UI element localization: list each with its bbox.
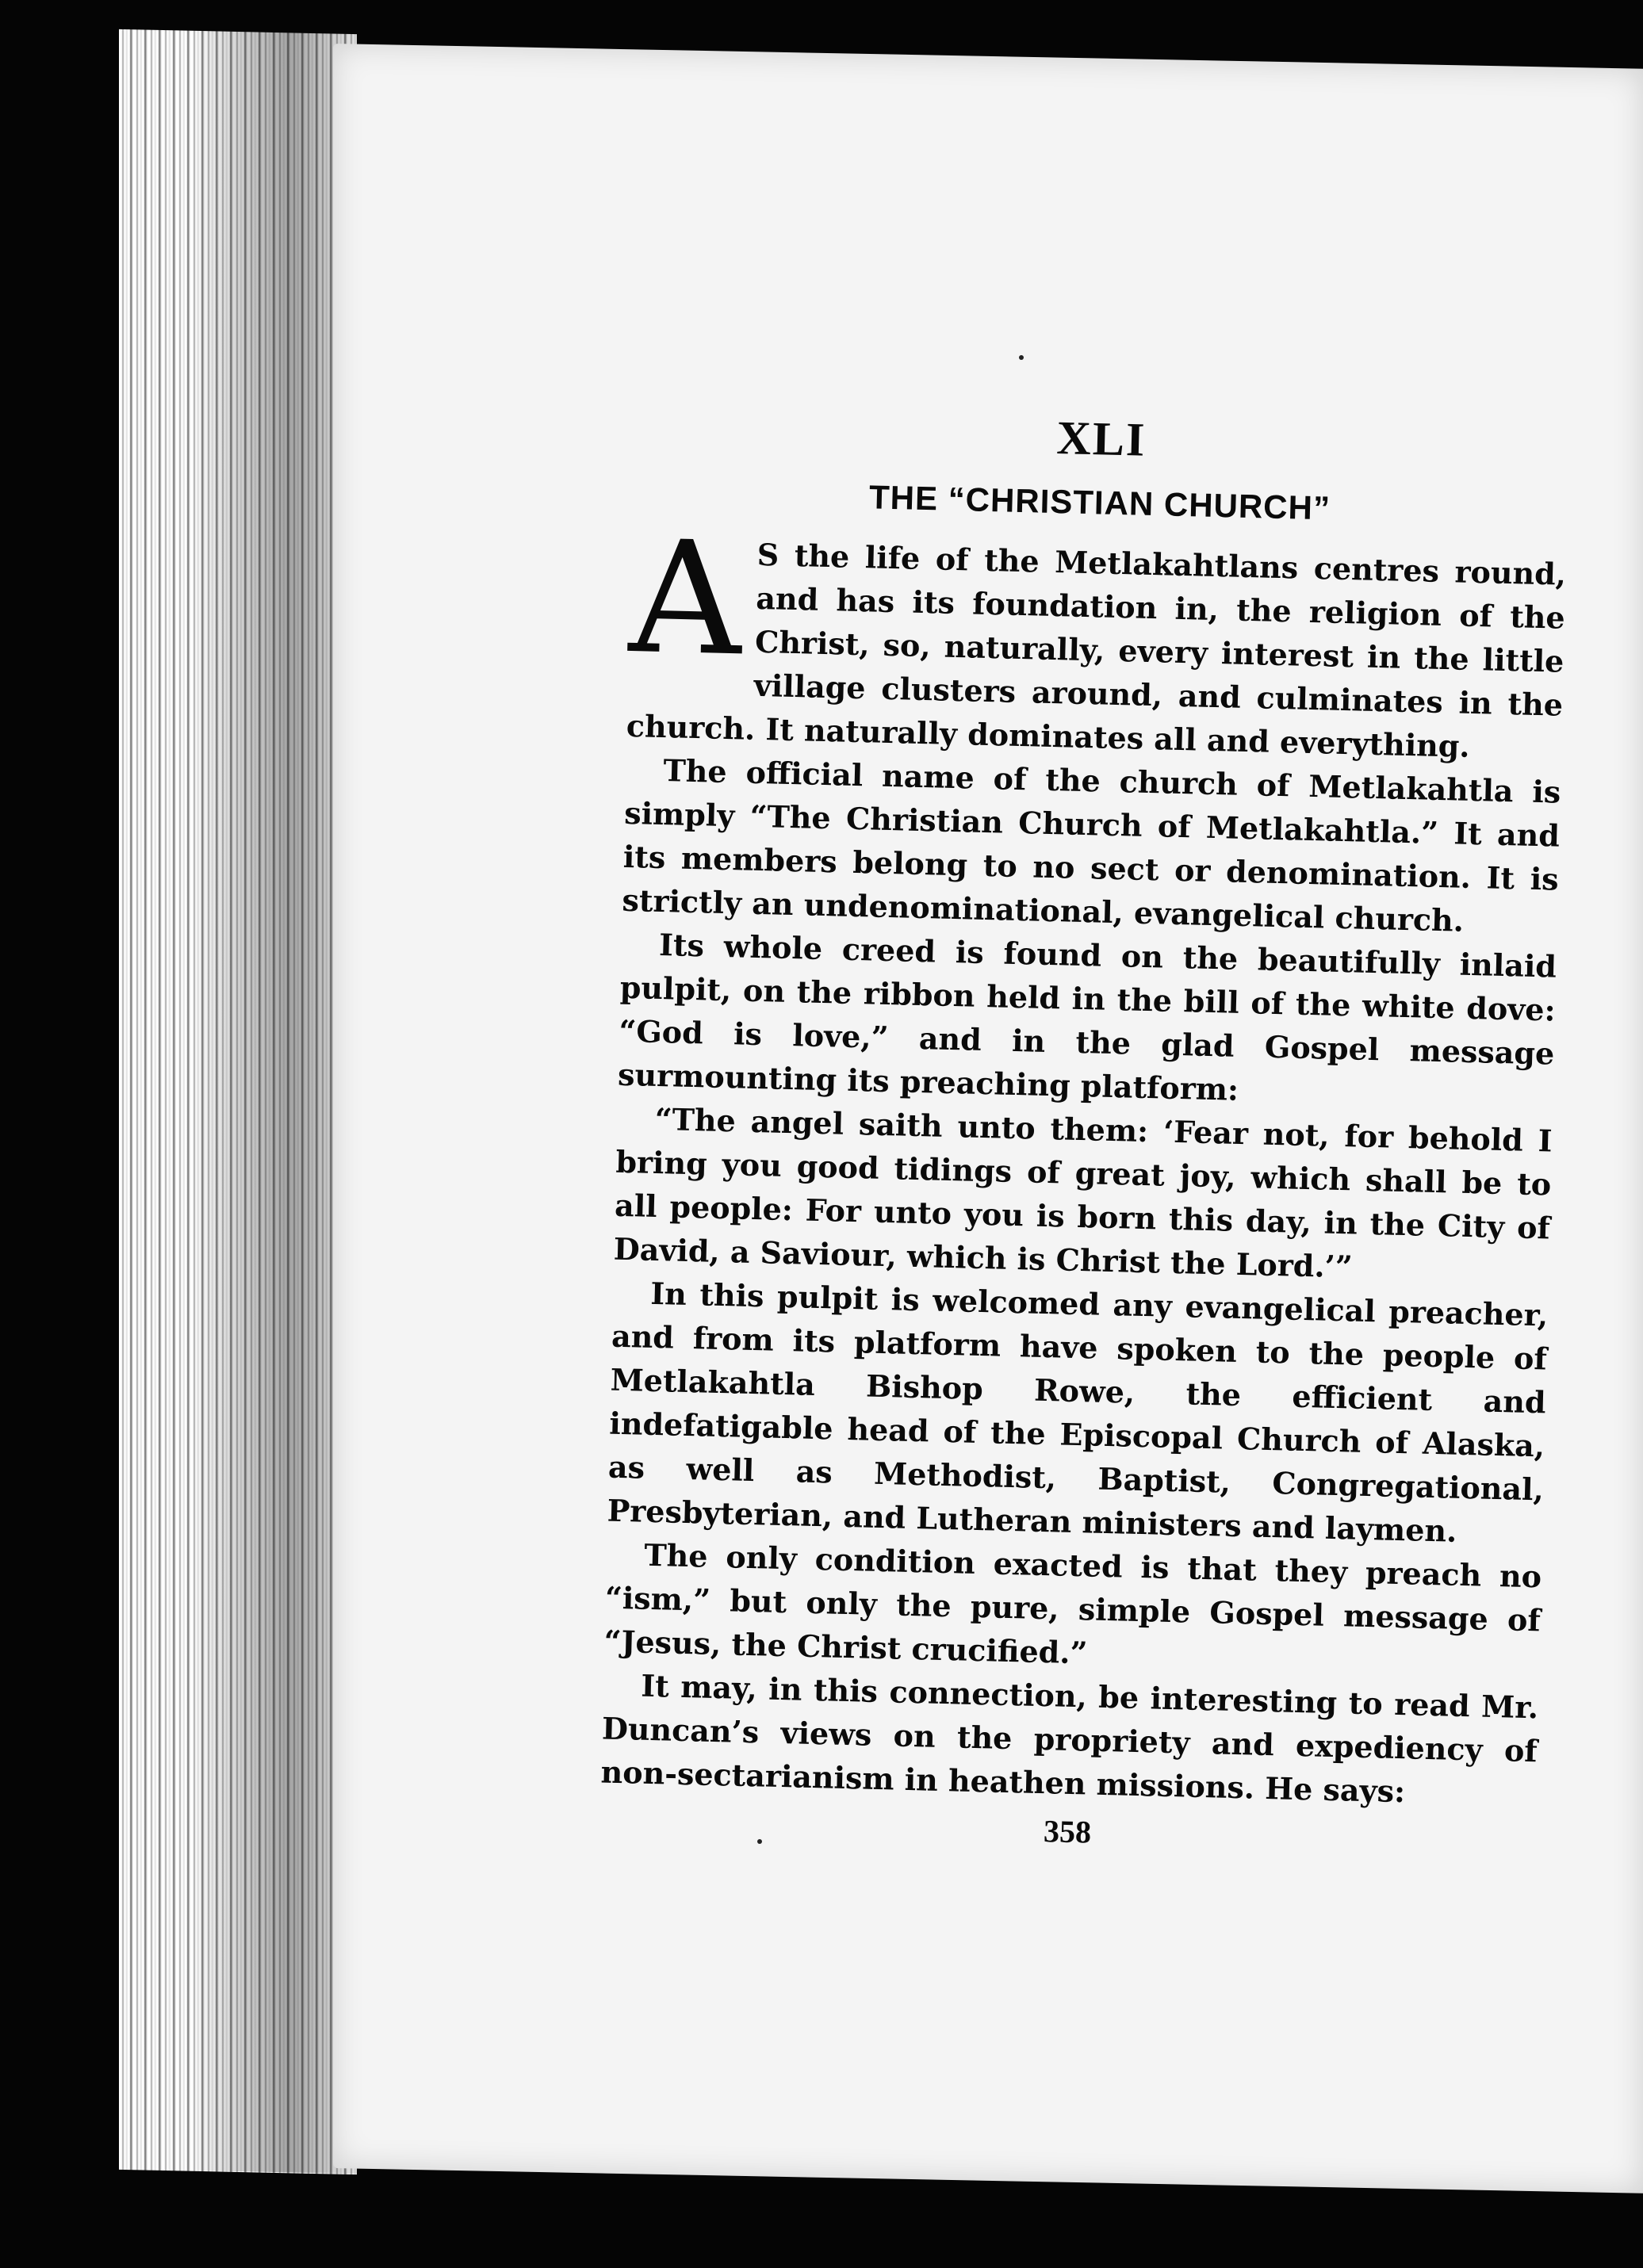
paragraph-6: The only condition exacted is that they preach no “ism,” but only the pure, simple Gospel message of “Jesus, the Christ crucified.”: [603, 1536, 1542, 1671]
page-text-block: [599, 400, 1570, 1861]
page-edges-shadow: [190, 30, 357, 2174]
paragraph-1-text: S the life of the Metlakahtlans centres round, and has its foundation in, the religion of the Christ, so, naturally, every interest in the little village clusters around, and culminates in the church. It naturally dominates all and everything.: [626, 536, 1567, 764]
drop-cap: A: [627, 507, 745, 691]
paragraph-4: “The angel saith unto them: ‘Fear not, for behold I bring you good tidings of great joy, which shall be to all people: For unto you is born this day, in the City of David, a Saviour, which is Christ the Lord.’”: [613, 1100, 1553, 1285]
paragraph-5: In this pulpit is welcomed any evangelical preacher, and from its platform have spoken to the people of Metlakahtla Bishop Rowe, the efficient and indefatigable head of the Episcopal Church of Alaska, as well as Methodist, Baptist, Congregational, Presbyterian, and Lutheran ministers and laymen.: [607, 1275, 1549, 1549]
paragraph-1: [626, 507, 1567, 771]
paragraph-7: It may, in this connection, be interesting to read Mr. Duncan’s views on the propriety and expediency of non-sectarianism in heathen missions. He says:: [600, 1667, 1539, 1810]
chapter-title: THE “CHRISTIAN CHURCH”: [868, 478, 1331, 527]
paragraph-3: Its whole creed is found on the beautifully inlaid pulpit, on the ribbon held in the bill of the white dove: “God is love,” and in the glad Gospel message surmounting its preaching platform:: [617, 926, 1557, 1107]
print-speck: [1019, 355, 1024, 360]
page-number: 358: [1043, 1813, 1092, 1850]
paragraph-2: The official name of the church of Metlakahtla is simply “The Christian Church of Metlakahtla.” It and its members belong to no sect or denomination. It is strictly an undenominational, evangelical church.: [622, 752, 1561, 939]
chapter-number: XLI: [1055, 411, 1147, 466]
